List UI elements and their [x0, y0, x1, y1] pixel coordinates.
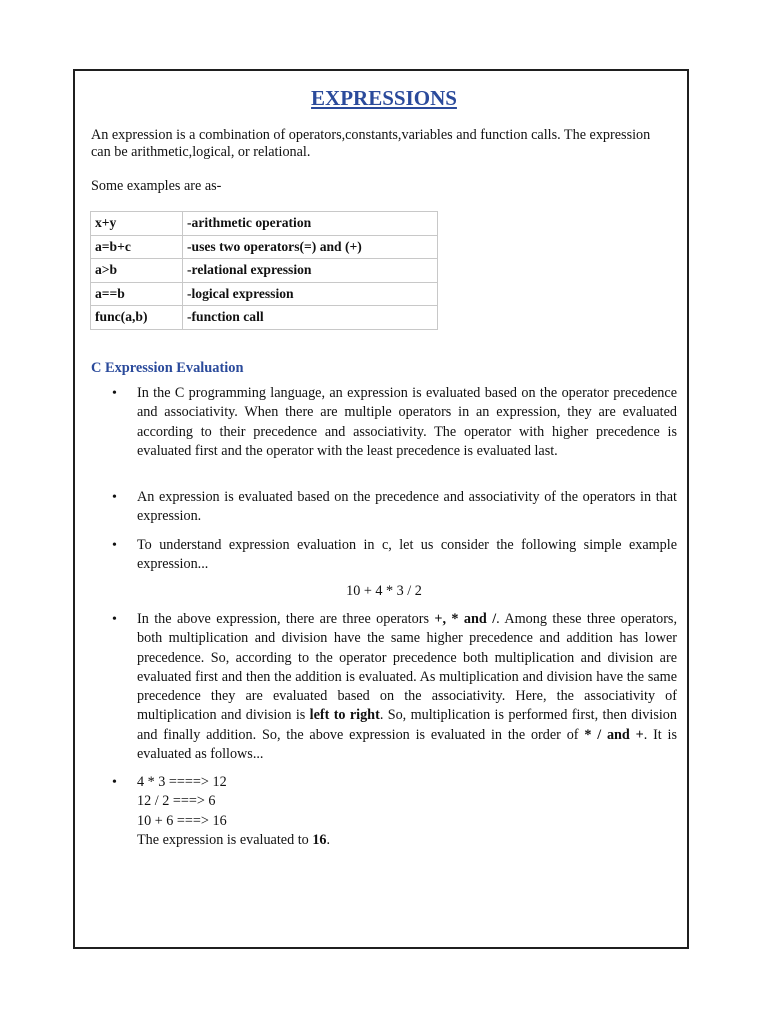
list-item [112, 610, 677, 764]
evaluation-step: 4 * 3 ====> 12 [137, 774, 227, 790]
result-prefix: The expression is evaluated to [137, 831, 313, 848]
example-description-cell: -arithmetic operation [183, 212, 438, 236]
intro-paragraph: An expression is a combination of operators,constants,variables and function calls. The expression can be arithmetic,logical, or relational. [91, 127, 651, 160]
example-description-cell: -uses two operators(=) and (+) [183, 235, 438, 259]
example-description-cell: -relational expression [183, 259, 438, 283]
bullet-text: To understand expression evaluation in c, let us consider the following simple example expression... [137, 537, 677, 573]
bullet-icon: • [112, 490, 117, 505]
table-row [91, 306, 438, 330]
example-expression: 10 + 4 * 3 / 2 [346, 583, 422, 599]
example-description-cell: -function call [183, 306, 438, 330]
list-item [112, 536, 677, 575]
bullet-icon: • [112, 775, 117, 790]
order-emphasis: * / and + [584, 726, 644, 743]
example-description-cell: -logical expression [183, 282, 438, 306]
bullet-text [137, 610, 677, 764]
evaluation-step: 10 + 6 ===> 16 [137, 812, 227, 829]
list-item [112, 773, 677, 850]
section-heading: C Expression Evaluation [91, 360, 244, 376]
bullet-icon: • [112, 612, 117, 627]
list-item [112, 488, 677, 527]
table-row [91, 212, 438, 236]
example-expression-cell: a>b [91, 259, 183, 283]
example-expression-cell: func(a,b) [91, 306, 183, 330]
bullet-text: In the C programming language, an expression is evaluated based on the operator precedence and associativity. When there are multiple operators in an expression, they are evaluated according to their precedence and associativity. The operator with higher precedence is evaluated first and the operator with the least precedence is evaluated last. [137, 385, 677, 459]
examples-lead-text: Some examples are as- [91, 178, 222, 194]
operators-emphasis: +, * and / [434, 611, 497, 627]
bullet-icon: • [112, 386, 117, 401]
evaluation-result [137, 831, 677, 850]
table-row [91, 235, 438, 259]
example-expression-cell: x+y [91, 212, 183, 236]
page-title: EXPRESSIONS [311, 86, 457, 110]
bullet-text-segment: . It is evaluated as follows... [137, 726, 677, 763]
evaluation-step: 12 / 2 ===> 6 [137, 793, 216, 810]
result-suffix: . [326, 831, 331, 848]
example-expression-cell: a==b [91, 282, 183, 306]
bullet-icon: • [112, 538, 117, 553]
evaluation-steps [137, 773, 677, 850]
bullet-text-segment: . So, multiplication is performed first, then division and finally addition. So, the above expression is evaluated in the order of [137, 707, 677, 743]
bullet-text: An expression is evaluated based on the precedence and associativity of the operators in that expression. [137, 489, 677, 525]
bullet-text-segment: . Among these three operators, both multiplication and division have the same higher precedence and addition has lower precedence. So, according to the operator precedence both multiplication and division are evaluated first and then the addition is evaluated. As multiplication and division have the same precedence they are evaluated based on the associativity. Here, the associativity of multiplication and division is [137, 611, 677, 724]
table-row [91, 282, 438, 306]
list-item [112, 384, 677, 461]
example-expression-cell: a=b+c [91, 235, 183, 259]
result-value: 16 [312, 831, 327, 848]
associativity-emphasis: left to right [309, 707, 380, 724]
examples-table [90, 211, 438, 330]
table-row [91, 259, 438, 283]
bullet-text-segment: In the above expression, there are three operators [137, 611, 435, 627]
